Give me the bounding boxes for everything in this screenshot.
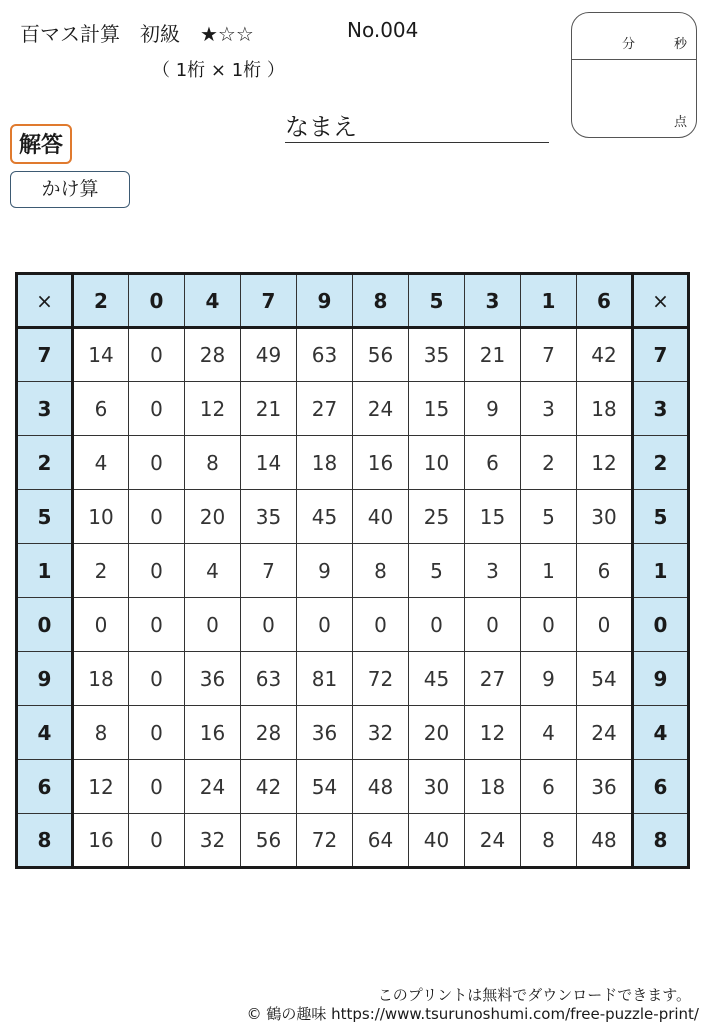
answer-cell: 5 [409, 544, 465, 598]
answer-cell: 20 [185, 490, 241, 544]
grid-row [17, 544, 689, 598]
seconds-label: 秒 [674, 37, 688, 52]
row-header: 7 [17, 328, 73, 382]
answer-cell: 0 [241, 598, 297, 652]
answer-cell: 25 [409, 490, 465, 544]
column-header: 0 [129, 274, 185, 328]
answer-cell: 18 [297, 436, 353, 490]
name-field: なまえ [285, 112, 549, 143]
answer-cell: 0 [129, 382, 185, 436]
answer-cell: 42 [577, 328, 633, 382]
answer-cell: 7 [521, 328, 577, 382]
answer-cell: 16 [185, 706, 241, 760]
row-header: 9 [17, 652, 73, 706]
row-header: 2 [17, 436, 73, 490]
worksheet-number: No.004 [347, 18, 419, 42]
answer-cell: 8 [521, 814, 577, 868]
row-header: 6 [17, 760, 73, 814]
answer-cell: 0 [129, 490, 185, 544]
answer-cell: 45 [297, 490, 353, 544]
worksheet-subtitle: （ 1桁 × 1桁 ） [152, 60, 285, 81]
answer-cell: 24 [353, 382, 409, 436]
minutes-label: 分 [622, 37, 636, 52]
grid-row [17, 328, 689, 382]
answer-badge: 解答 [10, 124, 72, 164]
answer-cell: 0 [129, 760, 185, 814]
answer-cell: 4 [521, 706, 577, 760]
row-header: 0 [633, 598, 689, 652]
answer-cell: 5 [521, 490, 577, 544]
answer-cell: 64 [353, 814, 409, 868]
answer-cell: 54 [577, 652, 633, 706]
row-header: 8 [633, 814, 689, 868]
answer-cell: 56 [353, 328, 409, 382]
answer-cell: 9 [297, 544, 353, 598]
answer-cell: 81 [297, 652, 353, 706]
answer-cell: 12 [577, 436, 633, 490]
answer-cell: 3 [521, 382, 577, 436]
answer-cell: 0 [297, 598, 353, 652]
answer-cell: 10 [409, 436, 465, 490]
answer-cell: 8 [185, 436, 241, 490]
answer-cell: 24 [185, 760, 241, 814]
footer-copyright: © 鶴の趣味 https://www.tsurunoshumi.com/free-puzzle-print/ [246, 1005, 699, 1023]
answer-cell: 0 [465, 598, 521, 652]
worksheet-title: 百マス計算 初級 ★☆☆ [20, 22, 254, 46]
points-label: 点 [674, 115, 688, 130]
answer-cell: 56 [241, 814, 297, 868]
grid-row [17, 814, 689, 868]
answer-cell: 40 [353, 490, 409, 544]
answer-cell: 42 [241, 760, 297, 814]
answer-cell: 2 [521, 436, 577, 490]
answer-cell: 16 [73, 814, 129, 868]
answer-cell: 0 [353, 598, 409, 652]
answer-cell: 28 [241, 706, 297, 760]
answer-cell: 0 [521, 598, 577, 652]
answer-cell: 0 [73, 598, 129, 652]
answer-cell: 36 [185, 652, 241, 706]
column-header: 3 [465, 274, 521, 328]
answer-cell: 48 [353, 760, 409, 814]
answer-cell: 45 [409, 652, 465, 706]
answer-cell: 14 [73, 328, 129, 382]
answer-cell: 63 [241, 652, 297, 706]
grid-row [17, 652, 689, 706]
column-header: 6 [577, 274, 633, 328]
row-header: 6 [633, 760, 689, 814]
answer-cell: 20 [409, 706, 465, 760]
time-score-box [571, 12, 697, 138]
answer-cell: 9 [521, 652, 577, 706]
answer-cell: 27 [465, 652, 521, 706]
answer-cell: 49 [241, 328, 297, 382]
grid-row [17, 598, 689, 652]
answer-cell: 21 [465, 328, 521, 382]
answer-cell: 9 [465, 382, 521, 436]
answer-cell: 72 [353, 652, 409, 706]
grid-row [17, 490, 689, 544]
column-header: 2 [73, 274, 129, 328]
grid-row [17, 436, 689, 490]
answer-cell: 7 [241, 544, 297, 598]
answer-cell: 0 [129, 436, 185, 490]
column-header: 4 [185, 274, 241, 328]
answer-cell: 14 [241, 436, 297, 490]
answer-cell: 15 [465, 490, 521, 544]
answer-cell: 28 [185, 328, 241, 382]
answer-cell: 0 [129, 544, 185, 598]
row-header: 7 [633, 328, 689, 382]
answer-cell: 24 [465, 814, 521, 868]
answer-cell: 54 [297, 760, 353, 814]
answer-cell: 63 [297, 328, 353, 382]
answer-cell: 4 [185, 544, 241, 598]
answer-cell: 12 [185, 382, 241, 436]
answer-cell: 30 [577, 490, 633, 544]
answer-cell: 16 [353, 436, 409, 490]
answer-cell: 15 [409, 382, 465, 436]
row-header: 3 [633, 382, 689, 436]
answer-cell: 32 [353, 706, 409, 760]
row-header: 4 [17, 706, 73, 760]
corner-symbol: × [17, 274, 73, 328]
answer-cell: 40 [409, 814, 465, 868]
answer-cell: 24 [577, 706, 633, 760]
answer-cell: 21 [241, 382, 297, 436]
answer-cell: 8 [73, 706, 129, 760]
answer-cell: 8 [353, 544, 409, 598]
answer-cell: 48 [577, 814, 633, 868]
row-header: 0 [17, 598, 73, 652]
answer-cell: 2 [73, 544, 129, 598]
answer-cell: 30 [409, 760, 465, 814]
row-header: 5 [633, 490, 689, 544]
answer-cell: 0 [129, 706, 185, 760]
time-score-divider [572, 59, 696, 60]
answer-cell: 4 [73, 436, 129, 490]
answer-cell: 35 [241, 490, 297, 544]
answer-cell: 0 [129, 598, 185, 652]
answer-cell: 0 [185, 598, 241, 652]
hundred-square-grid [15, 272, 690, 869]
answer-cell: 0 [129, 652, 185, 706]
answer-cell: 3 [465, 544, 521, 598]
answer-cell: 18 [73, 652, 129, 706]
answer-cell: 35 [409, 328, 465, 382]
row-header: 4 [633, 706, 689, 760]
answer-cell: 12 [465, 706, 521, 760]
grid-row [17, 760, 689, 814]
answer-cell: 36 [577, 760, 633, 814]
answer-cell: 1 [521, 544, 577, 598]
column-header-row [17, 274, 689, 328]
row-header: 2 [633, 436, 689, 490]
column-header: 9 [297, 274, 353, 328]
corner-symbol: × [633, 274, 689, 328]
answer-cell: 27 [297, 382, 353, 436]
answer-cell: 12 [73, 760, 129, 814]
answer-cell: 0 [577, 598, 633, 652]
answer-cell: 0 [129, 328, 185, 382]
row-header: 5 [17, 490, 73, 544]
answer-cell: 0 [129, 814, 185, 868]
answer-cell: 18 [577, 382, 633, 436]
column-header: 5 [409, 274, 465, 328]
column-header: 8 [353, 274, 409, 328]
row-header: 1 [17, 544, 73, 598]
grid-row [17, 706, 689, 760]
answer-cell: 6 [465, 436, 521, 490]
row-header: 1 [633, 544, 689, 598]
row-header: 9 [633, 652, 689, 706]
answer-cell: 32 [185, 814, 241, 868]
row-header: 8 [17, 814, 73, 868]
row-header: 3 [17, 382, 73, 436]
footer-download-note: このプリントは無料でダウンロードできます。 [377, 986, 691, 1004]
column-header: 7 [241, 274, 297, 328]
answer-cell: 72 [297, 814, 353, 868]
answer-cell: 6 [73, 382, 129, 436]
answer-cell: 36 [297, 706, 353, 760]
answer-cell: 0 [409, 598, 465, 652]
column-header: 1 [521, 274, 577, 328]
grid-row [17, 382, 689, 436]
answer-cell: 18 [465, 760, 521, 814]
answer-cell: 6 [577, 544, 633, 598]
operation-label: かけ算 [10, 171, 130, 208]
answer-cell: 6 [521, 760, 577, 814]
answer-cell: 10 [73, 490, 129, 544]
